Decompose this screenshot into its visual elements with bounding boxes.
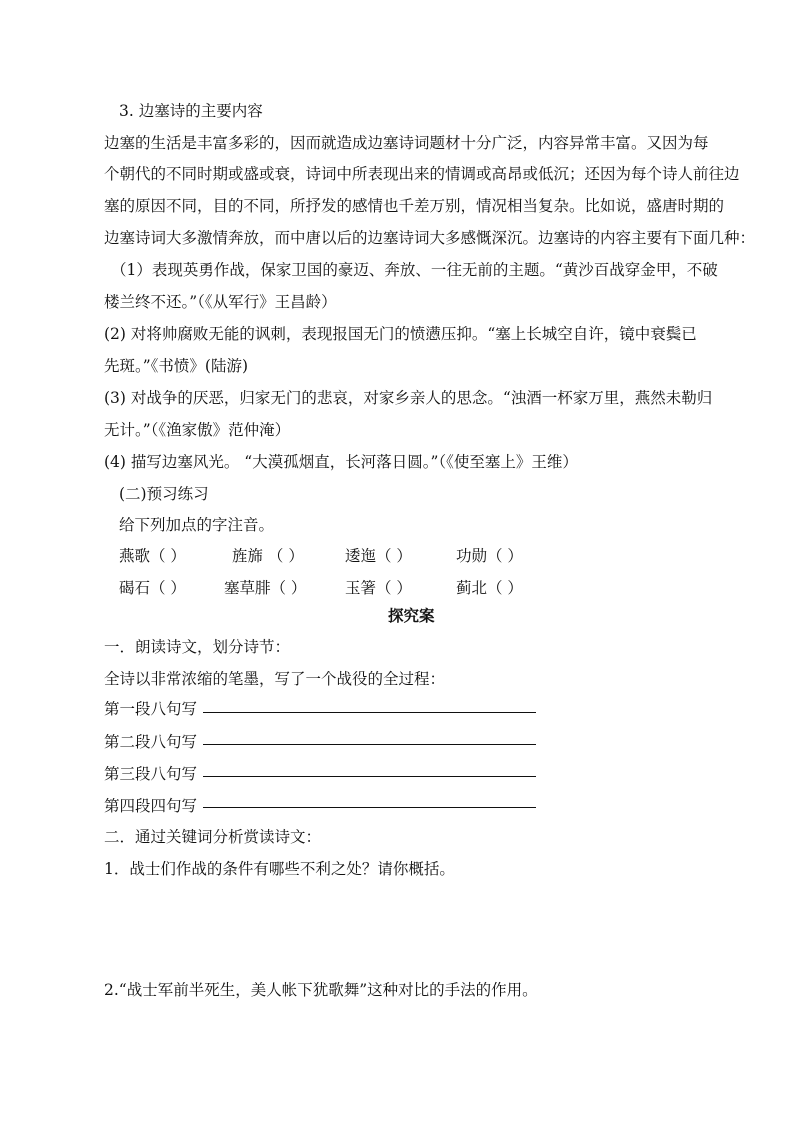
point-line: 楼兰终不还。”（《从军行》王昌龄） [104,293,337,311]
pinyin-item: 功勋（ ） [456,547,523,565]
intro-line: 个朝代的不同时期或盛或衰，诗词中所表现出来的情调或高昂或低沉；还因为每个诗人前往边 [104,165,740,183]
segment-label: 第二段八句写 [104,733,198,751]
point-line: 先斑。”《书愤》(陆游) [104,357,249,375]
q2-question-2: 2.“战士军前半死生，美人帐下犹歌舞”这种对比的手法的作用。 [104,981,538,999]
pinyin-item: 塞草腓（ ） [224,579,307,597]
answer-blank[interactable] [203,776,536,777]
point-line: (4) 描写边塞风光。 “大漠孤烟直，长河落日圆。”（《使至塞上》王维） [104,453,578,471]
segment-label: 第一段八句写 [104,700,198,718]
segment-label: 第四段四句写 [104,797,198,815]
point-line: 无计。”（《渔家傲》范仲淹） [104,421,291,439]
intro-line: 塞的原因不同，目的不同，所抒发的感情也千差万别，情况相当复杂。比如说，盛唐时期的 [104,197,725,215]
intro-line: 边塞诗词大多激情奔放，而中唐以后的边塞诗词大多感慨深沉。边塞诗的内容主要有下面几种： [104,229,756,247]
section3-title: 3. 边塞诗的主要内容 [119,102,263,120]
q2-heading: 二．通过关键词分析赏读诗文： [104,828,322,846]
q1-intro: 全诗以非常浓缩的笔墨，写了一个战役的全过程： [104,670,446,688]
intro-line: 边塞的生活是丰富多彩的，因而就造成边塞诗词题材十分广泛，内容异常丰富。又因为每 [104,134,709,152]
pinyin-item: 蓟北（ ） [456,579,523,597]
answer-blank[interactable] [203,744,536,745]
q2-question-1: 1．战士们作战的条件有哪些不利之处？请你概括。 [104,860,455,878]
point-line: (2) 对将帅腐败无能的讽刺，表现报国无门的愤懑压抑。“塞上长城空自许，镜中衰鬓已 [104,325,697,343]
pinyin-item: 逶迤（ ） [345,547,412,565]
preview-heading: (二)预习练习 [119,485,209,503]
point-line: (3) 对战争的厌恶，归家无门的悲哀，对家乡亲人的思念。“浊酒一杯家万里，燕然未勒归 [104,389,713,407]
preview-instruction: 给下列加点的字注音。 [119,516,275,534]
answer-blank[interactable] [203,807,536,808]
pinyin-item: 碣石（ ） [119,579,186,597]
pinyin-item: 旌旆 （ ） [232,547,304,565]
answer-blank[interactable] [203,712,536,713]
q1-heading: 一．朗读诗文，划分诗节： [104,638,291,656]
segment-label: 第三段八句写 [104,765,198,783]
pinyin-item: 燕歌（ ） [119,547,186,565]
point-line: （1）表现英勇作战，保家卫国的豪迈、奔放、一往无前的主题。“黄沙百战穿金甲，不破 [111,261,718,279]
explore-title: 探究案 [388,606,435,625]
pinyin-item: 玉箸（ ） [345,579,412,597]
